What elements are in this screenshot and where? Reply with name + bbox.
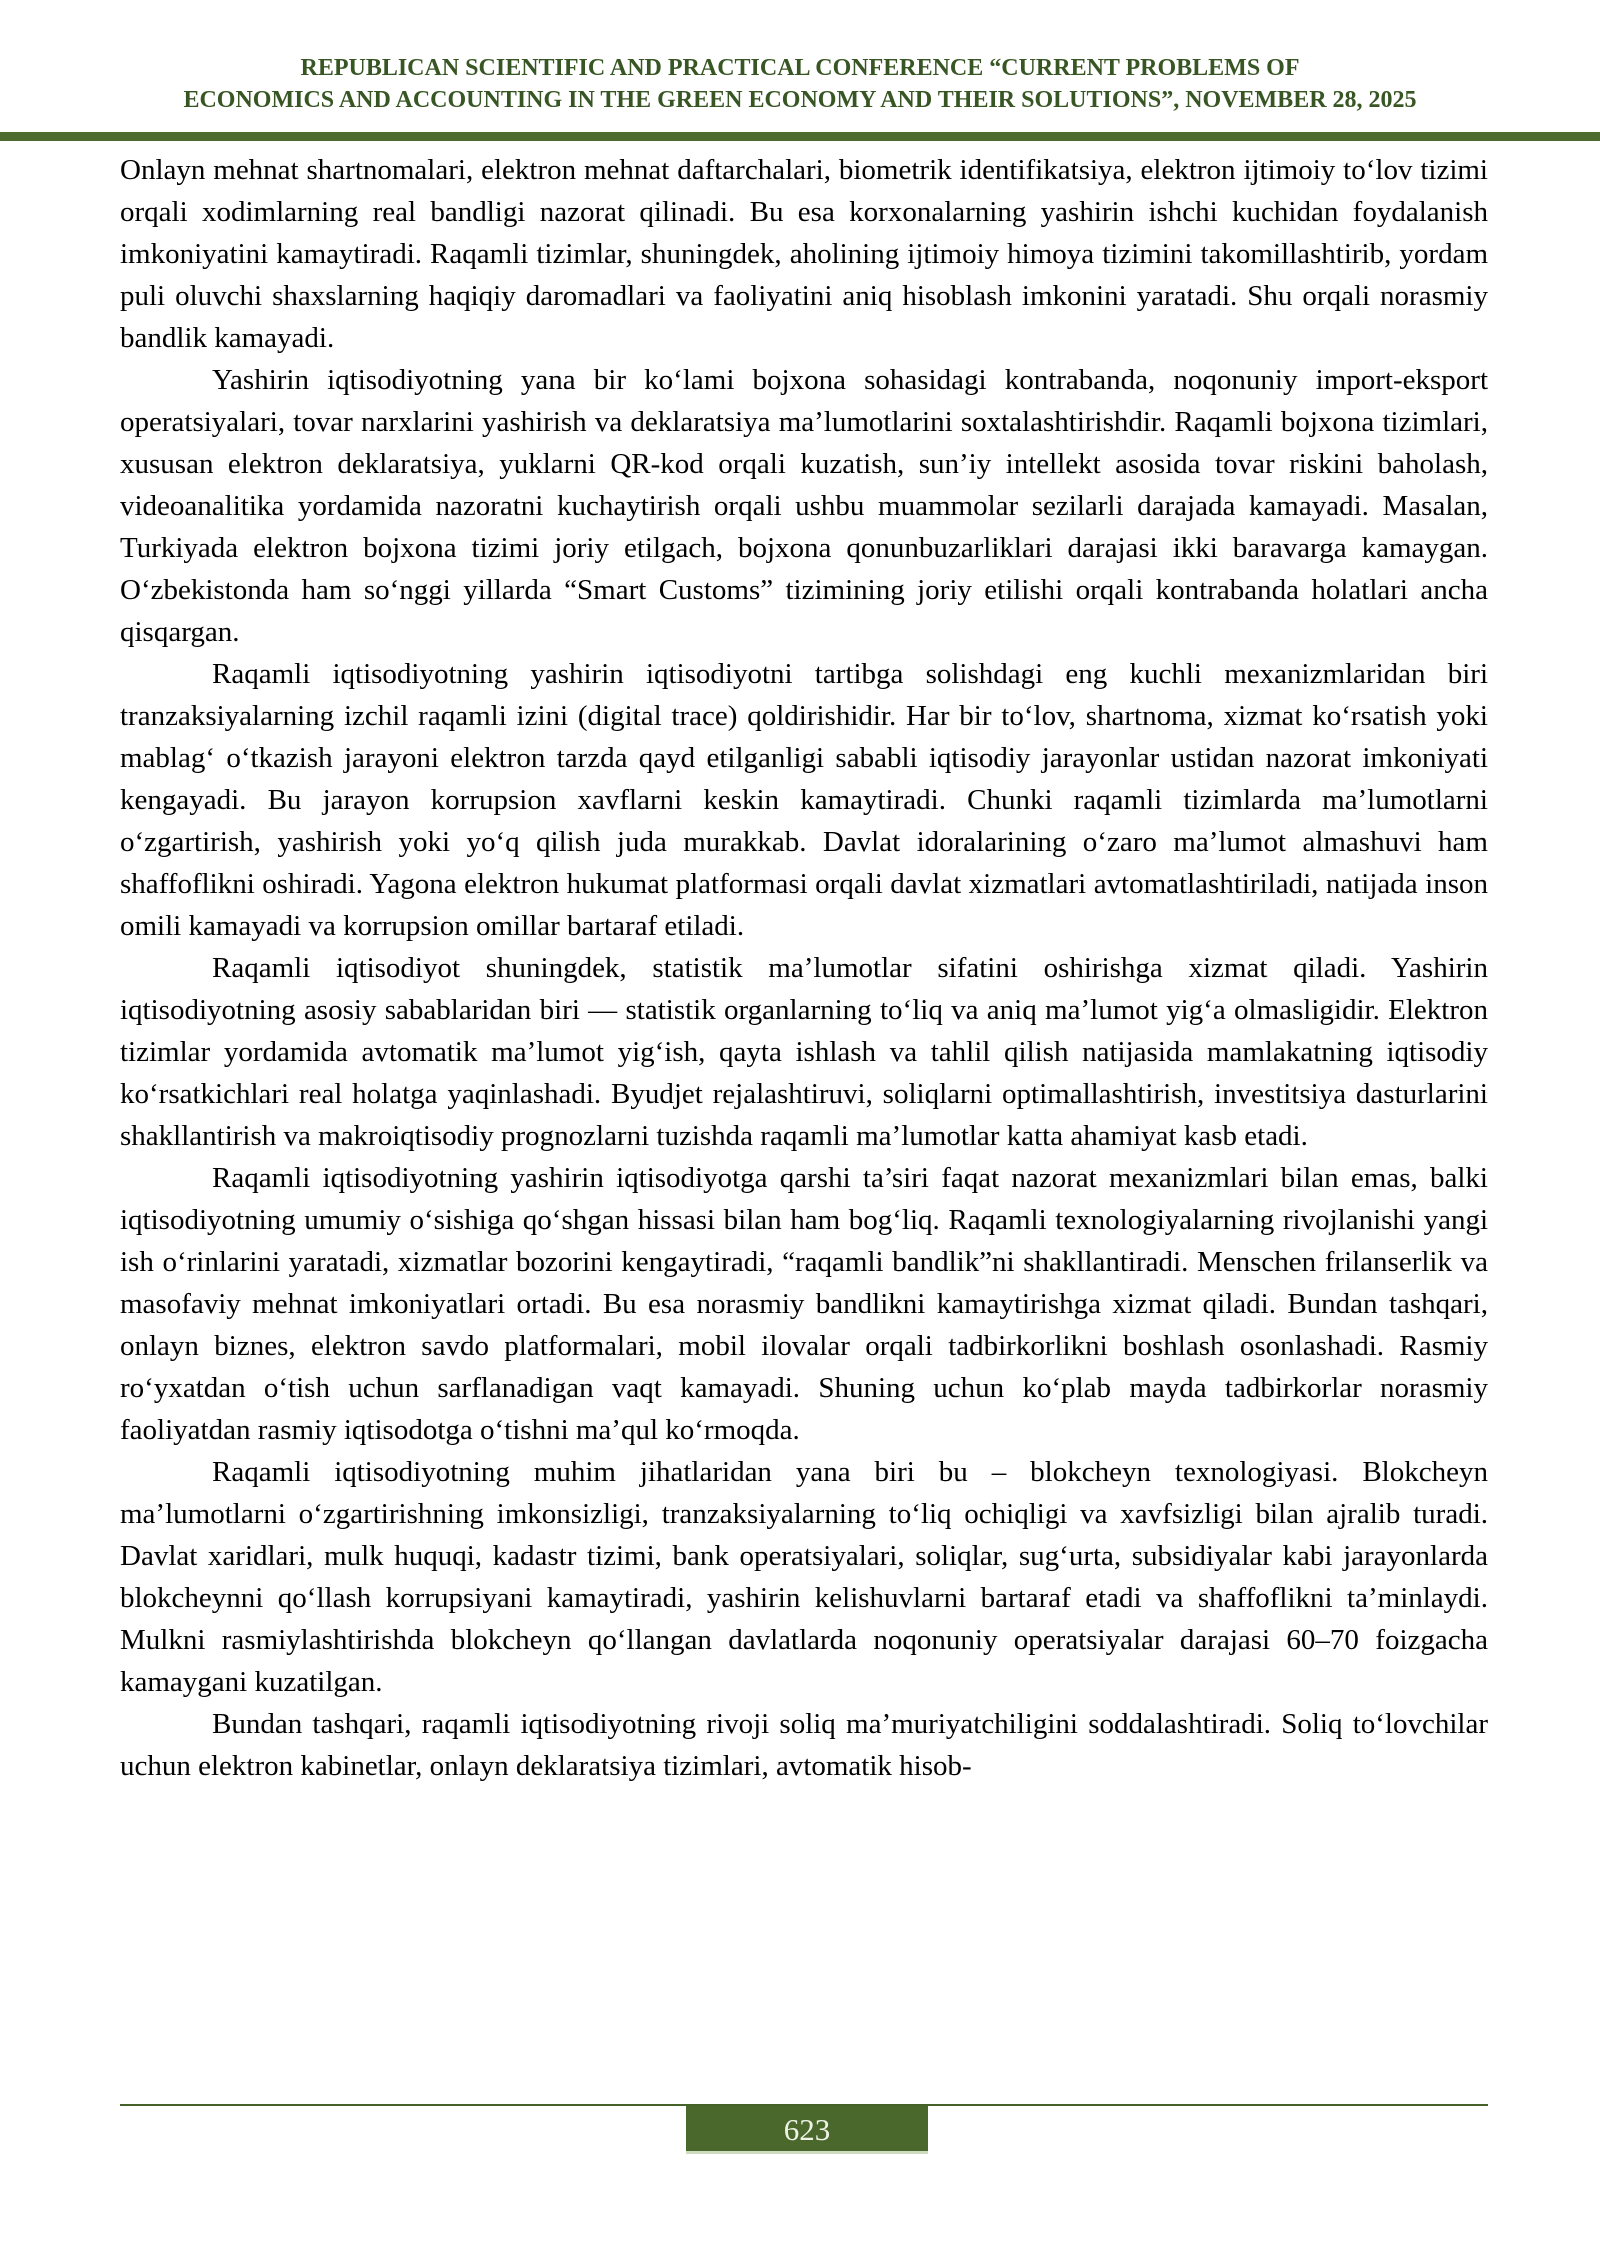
body-paragraph: Raqamli iqtisodiyotning yashirin iqtisodiyotni tartibga solishdagi eng kuchli mexanizmlaridan biri tranzaksiyalarning izchil raqamli izini (digital trace) qoldirishidir. Har bir toʻlov, shartnoma, xizmat koʻrsatish yoki mablagʻ oʻtkazish jarayoni elektron tarzda qayd etilganligi sababli iqtisodiy jarayonlar ustidan nazorat imkoniyati kengayadi. Bu jarayon korrupsion xavflarni keskin kamaytiradi. Chunki raqamli tizimlarda ma’lumotlarni oʻzgartirish, yashirish yoki yoʻq qilish juda murakkab. Davlat idoralarining oʻzaro ma’lumot almashuvi ham shaffoflikni oshiradi. Yagona elektron hukumat platformasi orqali davlat xizmatlari avtomatlashtiriladi, natijada inson omili kamayadi va korrupsion omillar bartaraf etiladi. <box>120 658 1488 942</box>
body-paragraph: Raqamli iqtisodiyotning muhim jihatlaridan yana biri bu – blokcheyn texnologiyasi. Blokcheyn ma’lumotlarni oʻzgartirishning imkonsizligi, tranzaksiyalarning toʻliq ochiqligi va xavfsizligi bilan ajralib turadi. Davlat xaridlari, mulk huquqi, kadastr tizimi, bank operatsiyalari, soliqlar, sugʻurta, subsidiyalar kabi jarayonlarda blokcheynni qoʻllash korrupsiyani kamaytiradi, yashirin kelishuvlarni bartaraf etadi va shaffoflikni ta’minlaydi. Mulkni rasmiylashtirishda blokcheyn qoʻllangan davlatlarda noqonuniy operatsiyalar darajasi 60–70 foizgacha kamaygani kuzatilgan. <box>120 1456 1488 1698</box>
header-divider-rule <box>0 132 1600 141</box>
page-number-box <box>686 2106 928 2154</box>
body-paragraph: Yashirin iqtisodiyotning yana bir koʻlami bojxona sohasidagi kontrabanda, noqonuniy import-eksport operatsiyalari, tovar narxlarini yashirish va deklaratsiya ma’lumotlarini soxtalashtirishdir. Raqamli bojxona tizimlari, xususan elektron deklaratsiya, yuklarni QR-kod orqali kuzatish, sun’iy intellekt asosida tovar riskini baholash, videoanalitika yordamida nazoratni kuchaytirish orqali ushbu muammolar sezilarli darajada kamayadi. Masalan, Turkiyada elektron bojxona tizimi joriy etilgach, bojxona qonunbuzarliklari darajasi ikki baravarga kamaygan. Oʻzbekistonda ham soʻnggi yillarda “Smart Customs” tizimining joriy etilishi orqali kontrabanda holatlari ancha qisqargan. <box>120 364 1488 648</box>
body-paragraph: Raqamli iqtisodiyot shuningdek, statistik ma’lumotlar sifatini oshirishga xizmat qiladi. Yashirin iqtisodiyotning asosiy sabablaridan biri — statistik organlarning toʻliq va aniq ma’lumot yigʻa olmasligidir. Elektron tizimlar yordamida avtomatik ma’lumot yigʻish, qayta ishlash va tahlil qilish natijasida mamlakatning iqtisodiy koʻrsatkichlari real holatga yaqinlashadi. Byudjet rejalashtiruvi, soliqlarni optimallashtirish, investitsiya dasturlarini shakllantirish va makroiqtisodiy prognozlarni tuzishda raqamli ma’lumotlar katta ahamiyat kasb etadi. <box>120 952 1488 1152</box>
body-paragraph: Bundan tashqari, raqamli iqtisodiyotning rivoji soliq ma’muriyatchiligini soddalashtiradi. Soliq toʻlovchilar uchun elektron kabinetlar, onlayn deklaratsiya tizimlari, avtomatik hisob- <box>120 1708 1488 1782</box>
body-paragraph: Onlayn mehnat shartnomalari, elektron mehnat daftarchalari, biometrik identifikatsiya, elektron ijtimoiy toʻlov tizimi orqali xodimlarning real bandligi nazorat qilinadi. Bu esa korxonalarning yashirin ishchi kuchidan foydalanish imkoniyatini kamaytiradi. Raqamli tizimlar, shuningdek, aholining ijtimoiy himoya tizimini takomillashtirib, yordam puli oluvchi shaxslarning haqiqiy daromadlari va faoliyatini aniq hisoblash imkonini yaratadi. Shu orqali norasmiy bandlik kamayadi. <box>120 154 1488 354</box>
page-number: 623 <box>783 2112 831 2147</box>
body-paragraph: Raqamli iqtisodiyotning yashirin iqtisodiyotga qarshi ta’siri faqat nazorat mexanizmlari bilan emas, balki iqtisodiyotning umumiy oʻsishiga qoʻshgan hissasi bilan ham bogʻliq. Raqamli texnologiyalarning rivojlanishi yangi ish oʻrinlarini yaratadi, xizmatlar bozorini kengaytiradi, “raqamli bandlik”ni shakllantiradi. Menschen frilanserlik va masofaviy mehnat imkoniyatlari ortadi. Bu esa norasmiy bandlikni kamaytirishga xizmat qiladi. Bundan tashqari, onlayn biznes, elektron savdo platformalari, mobil ilovalar orqali tadbirkorlikni boshlash osonlashadi. Rasmiy roʻyxatdan oʻtish uchun sarflanadigan vaqt kamayadi. Shuning uchun koʻplab mayda tadbirkorlar norasmiy faoliyatdan rasmiy iqtisodotga oʻtishni ma’qul koʻrmoqda. <box>120 1162 1488 1446</box>
conference-header-title <box>0 52 1600 116</box>
header-title-line-2: ECONOMICS AND ACCOUNTING IN THE GREEN ECONOMY AND THEIR SOLUTIONS”, NOVEMBER 28, 2025 <box>183 87 1417 113</box>
article-body-text <box>120 149 1488 1787</box>
header-title-line-1: REPUBLICAN SCIENTIFIC AND PRACTICAL CONFERENCE “CURRENT PROBLEMS OF <box>300 55 1300 81</box>
